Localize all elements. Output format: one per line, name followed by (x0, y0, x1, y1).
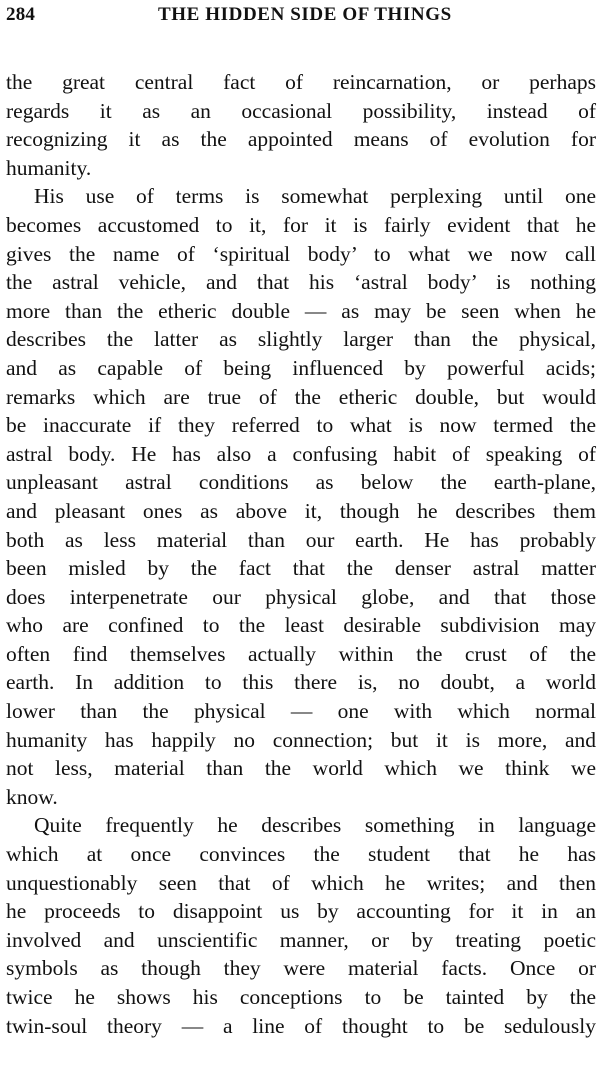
text-line: he proceeds to disappoint us by accounting for it in an (6, 899, 596, 924)
text-line: regards it as an occasional possibility, instead of (6, 98, 596, 123)
text-line: humanity. (6, 155, 92, 180)
text-line: describes the latter as slightly larger than the physical, (6, 327, 596, 352)
text-line: not less, material than the world which we think we (6, 756, 596, 781)
text-line: Quite frequently he describes something in language (34, 813, 596, 838)
text-line: twice he shows his conceptions to be tainted by the (6, 985, 596, 1009)
text-line: His use of terms is somewhat perplexing until one (34, 184, 596, 209)
text-line: unquestionably seen that of which he writes; and then (6, 870, 596, 895)
text-line: twin-soul theory — a line of thought to be sedulously (6, 1013, 596, 1038)
text-line: who are confined to the least desirable subdivision may (6, 613, 596, 638)
text-line: gives the name of ‘spiritual body’ to what we now call (6, 241, 596, 266)
text-line: involved and unscientific manner, or by treating poetic (6, 927, 596, 952)
running-title: THE HIDDEN SIDE OF THINGS (158, 4, 452, 25)
text-line: which at once convinces the student that he has (6, 842, 596, 867)
page-header (6, 4, 596, 30)
text-line: the astral vehicle, and that his ‘astral body’ is nothing (6, 270, 596, 295)
text-line: unpleasant astral conditions as below the earth-plane, (6, 470, 596, 495)
text-line: earth. In addition to this there is, no doubt, a world (6, 670, 596, 695)
text-line: remarks which are true of the etheric double, but would (6, 384, 596, 409)
page-number: 284 (6, 4, 36, 25)
text-line: both as less material than our earth. He has probably (6, 527, 596, 552)
text-line: does interpenetrate our physical globe, and that those (6, 584, 596, 609)
text-line: becomes accustomed to it, for it is fairly evident that he (6, 212, 596, 237)
paragraph (6, 182, 596, 811)
text-line: and as capable of being influenced by powerful acids; (6, 355, 596, 380)
text-line: know. (6, 784, 58, 809)
text-line: astral body. He has also a confusing habit of speaking of (6, 441, 596, 466)
paragraph (6, 811, 596, 1040)
text-line: more than the etheric double — as may be seen when he (6, 298, 596, 323)
paragraph (6, 68, 596, 182)
text-line: symbols as though they were material facts. Once or (6, 956, 596, 981)
text-line: lower than the physical — one with which normal (6, 699, 596, 724)
text-line: and pleasant ones as above it, though he describes them (6, 498, 596, 523)
body-text (6, 68, 596, 1040)
text-line: often find themselves actually within the crust of the (6, 641, 596, 666)
text-line: the great central fact of reincarnation, or perhaps (6, 70, 596, 94)
text-line: be inaccurate if they referred to what is now termed the (6, 413, 596, 438)
text-line: been misled by the fact that the denser astral matter (6, 556, 596, 581)
text-line: humanity has happily no connection; but it is more, and (6, 727, 596, 752)
text-line: recognizing it as the appointed means of evolution for (6, 127, 596, 152)
